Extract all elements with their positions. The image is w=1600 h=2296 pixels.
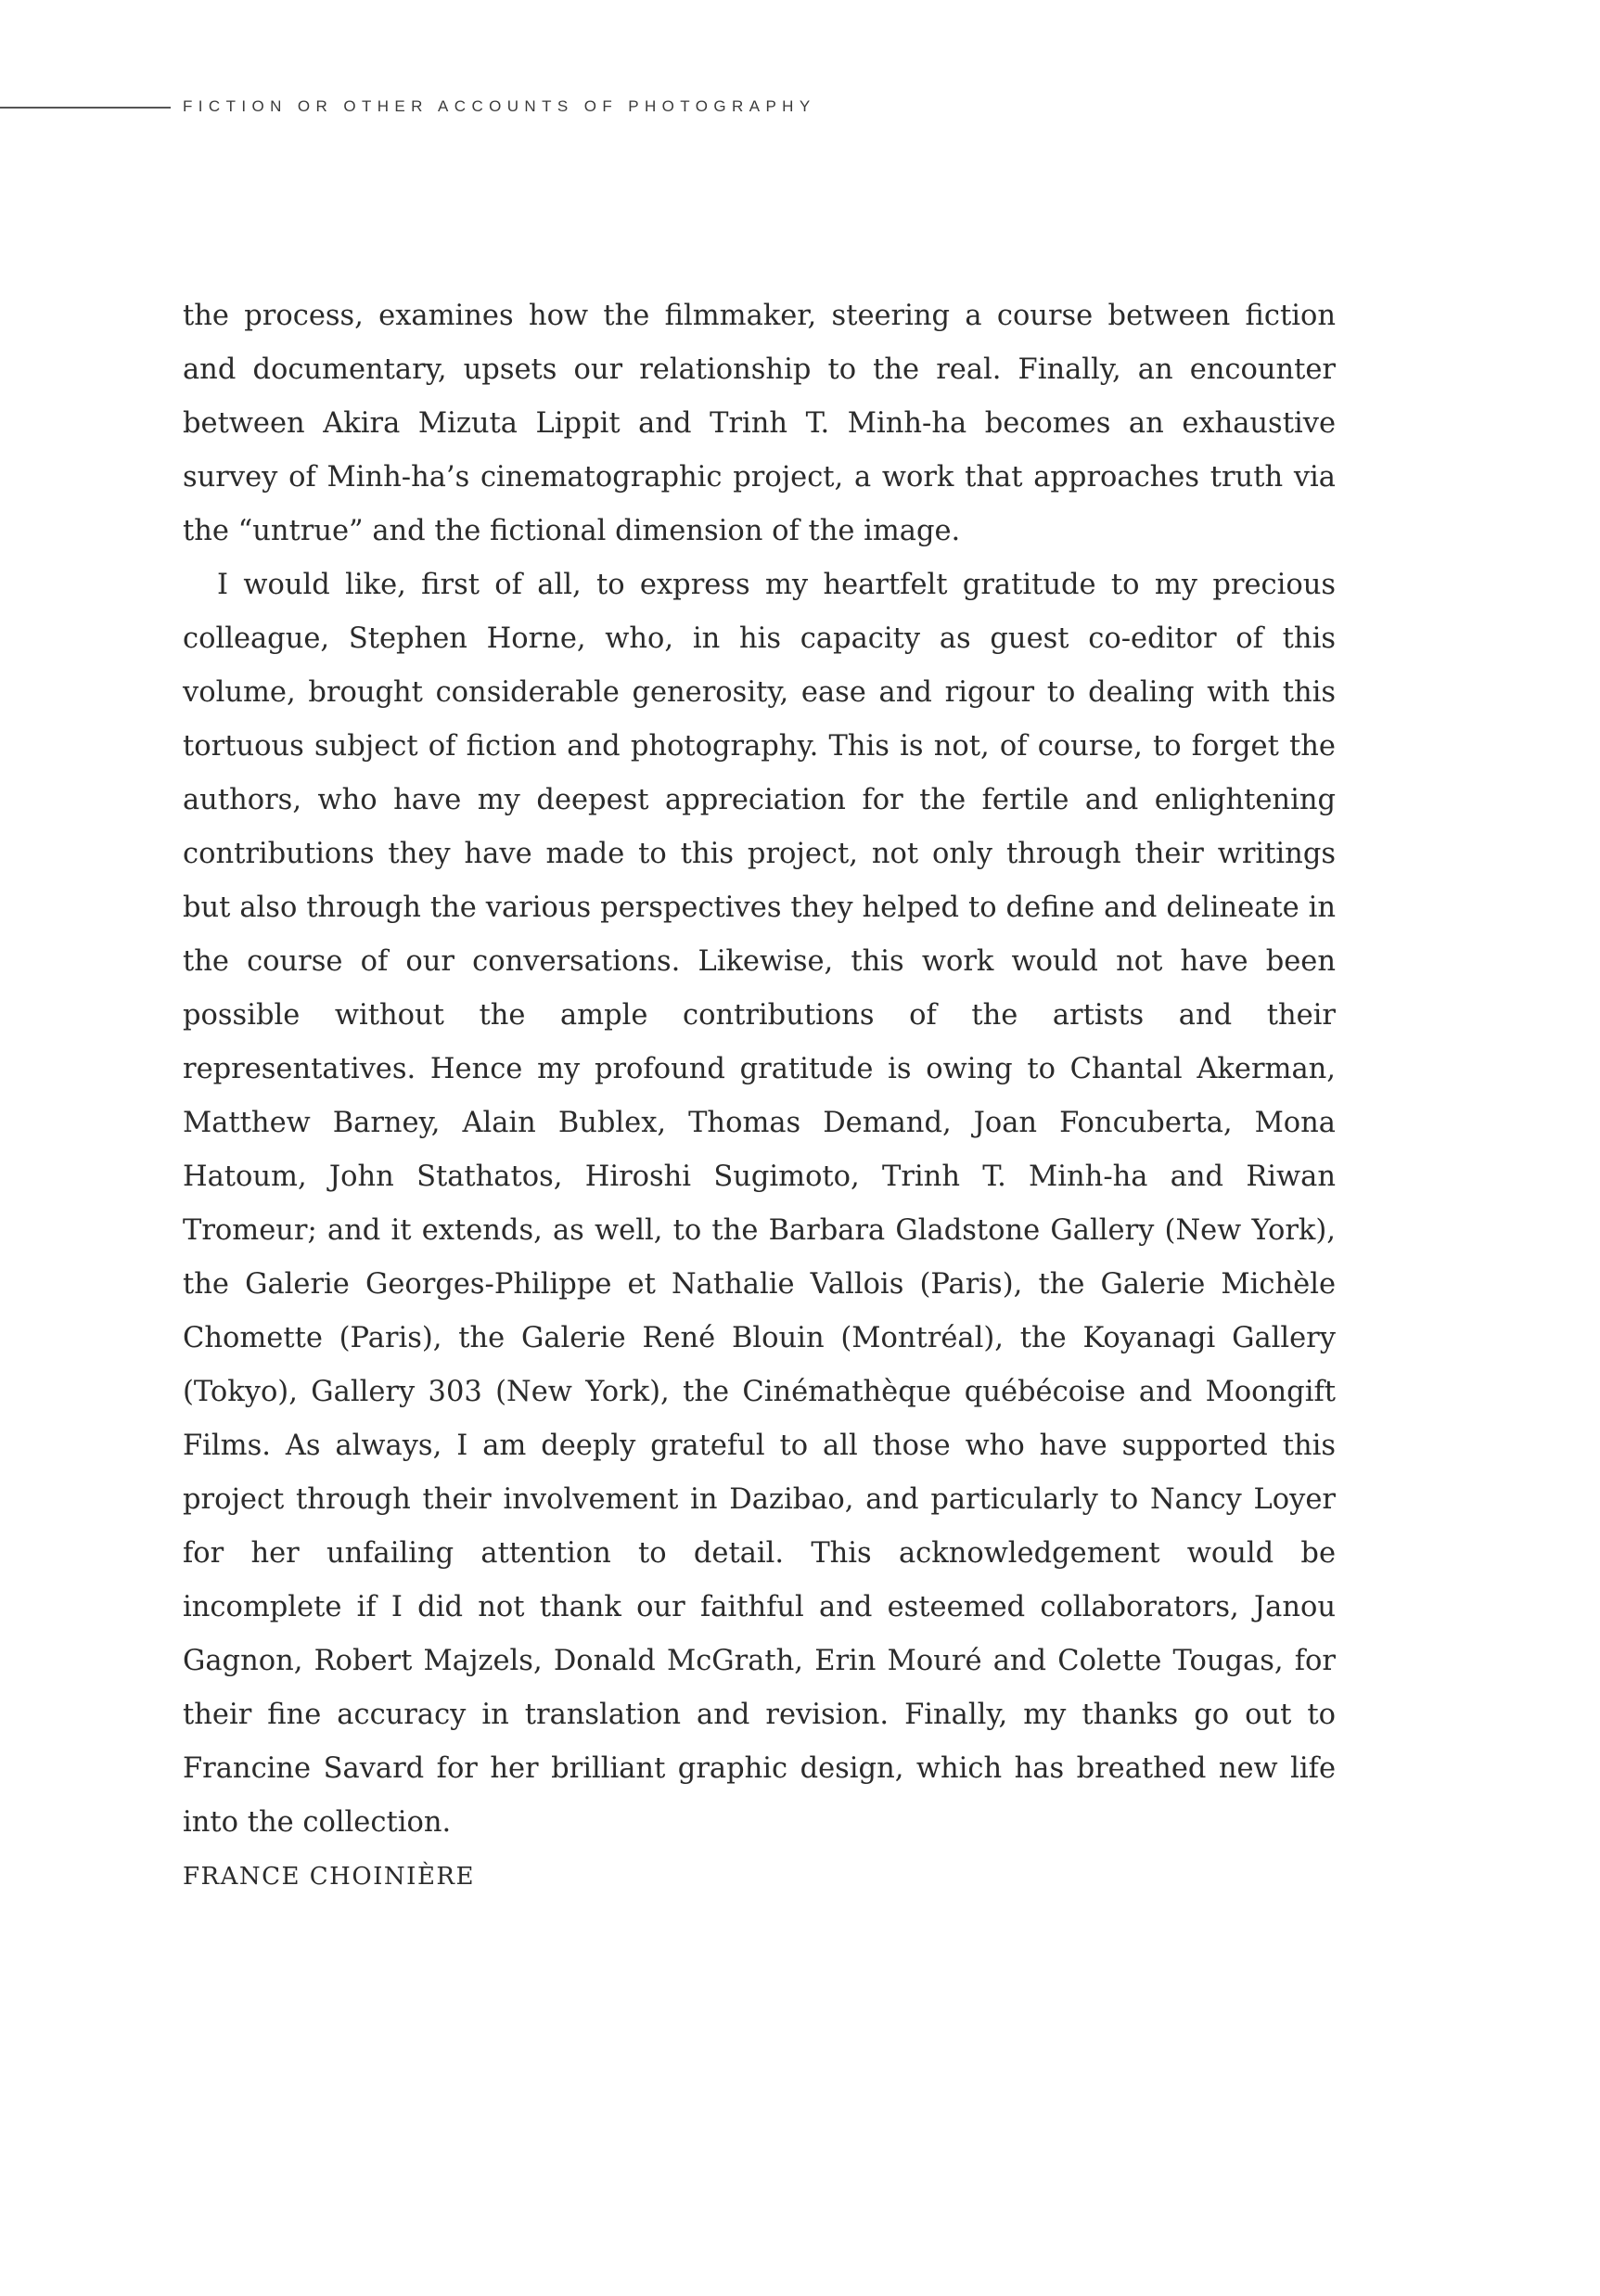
running-head — [0, 96, 928, 118]
paragraph-1: the process, examines how the filmmaker, steering a course between fiction and documentary, upsets our relationship to the real. Finally, an encounter between Akira Mizuta Lippit and Trinh T. Minh-ha becomes an exhaustive survey of Minh-ha’s cinematographic project, a work that approaches truth via the “untrue” and the fictional dimension of the image. — [183, 300, 1336, 547]
author-signature: FRANCE CHOINIÈRE — [183, 1863, 475, 1891]
running-head-rule — [0, 107, 171, 109]
running-head-title: FICTION OR OTHER ACCOUNTS OF PHOTOGRAPHY — [183, 97, 816, 115]
body-text — [183, 289, 1336, 1904]
paragraph-2: I would like, first of all, to express my heartfelt gratitude to my precious colleague, Stephen Horne, who, in his capacity as guest co-editor of this volume, brought considerable generosity, ease and rigour to dealing with this tortuous subject of fiction and photography. This is not, of course, to forget the authors, who have my deepest appreciation for the fertile and enlightening contributions they have made to this project, not only through their writings but also through the various perspectives they helped to define and delineate in the course of our conversations. Likewise, this work would not have been possible without the ample contributions of the artists and their representatives. Hence my profound gratitude is owing to Chantal Akerman, Matthew Barney, Alain Bublex, Thomas Demand, Joan Foncuberta, Mona Hatoum, John Stathatos, Hiroshi Sugimoto, Trinh T. Minh-ha and Riwan Tromeur; and it extends, as well, to the Barbara Gladstone Gallery (New York), the Galerie Georges-Philippe et Nathalie Vallois (Paris), the Galerie Michèle Chomette (Paris), the Galerie René Blouin (Montréal), the Koyanagi Gallery (Tokyo), Gallery 303 (New York), the Cinémathèque québécoise and Moongift Films. As always, I am deeply grateful to all those who have supported this project through their involvement in Dazibao, and particularly to Nancy Loyer for her unfailing attention to detail. This acknowledgement would be incomplete if I did not thank our faithful and esteemed collaborators, Janou Gagnon, Robert Majzels, Donald McGrath, Erin Mouré and Colette Tougas, for their fine accuracy in translation and revision. Finally, my thanks go out to Francine Savard for her brilliant graphic design, which has breathed new life into the collection. — [183, 569, 1336, 1839]
